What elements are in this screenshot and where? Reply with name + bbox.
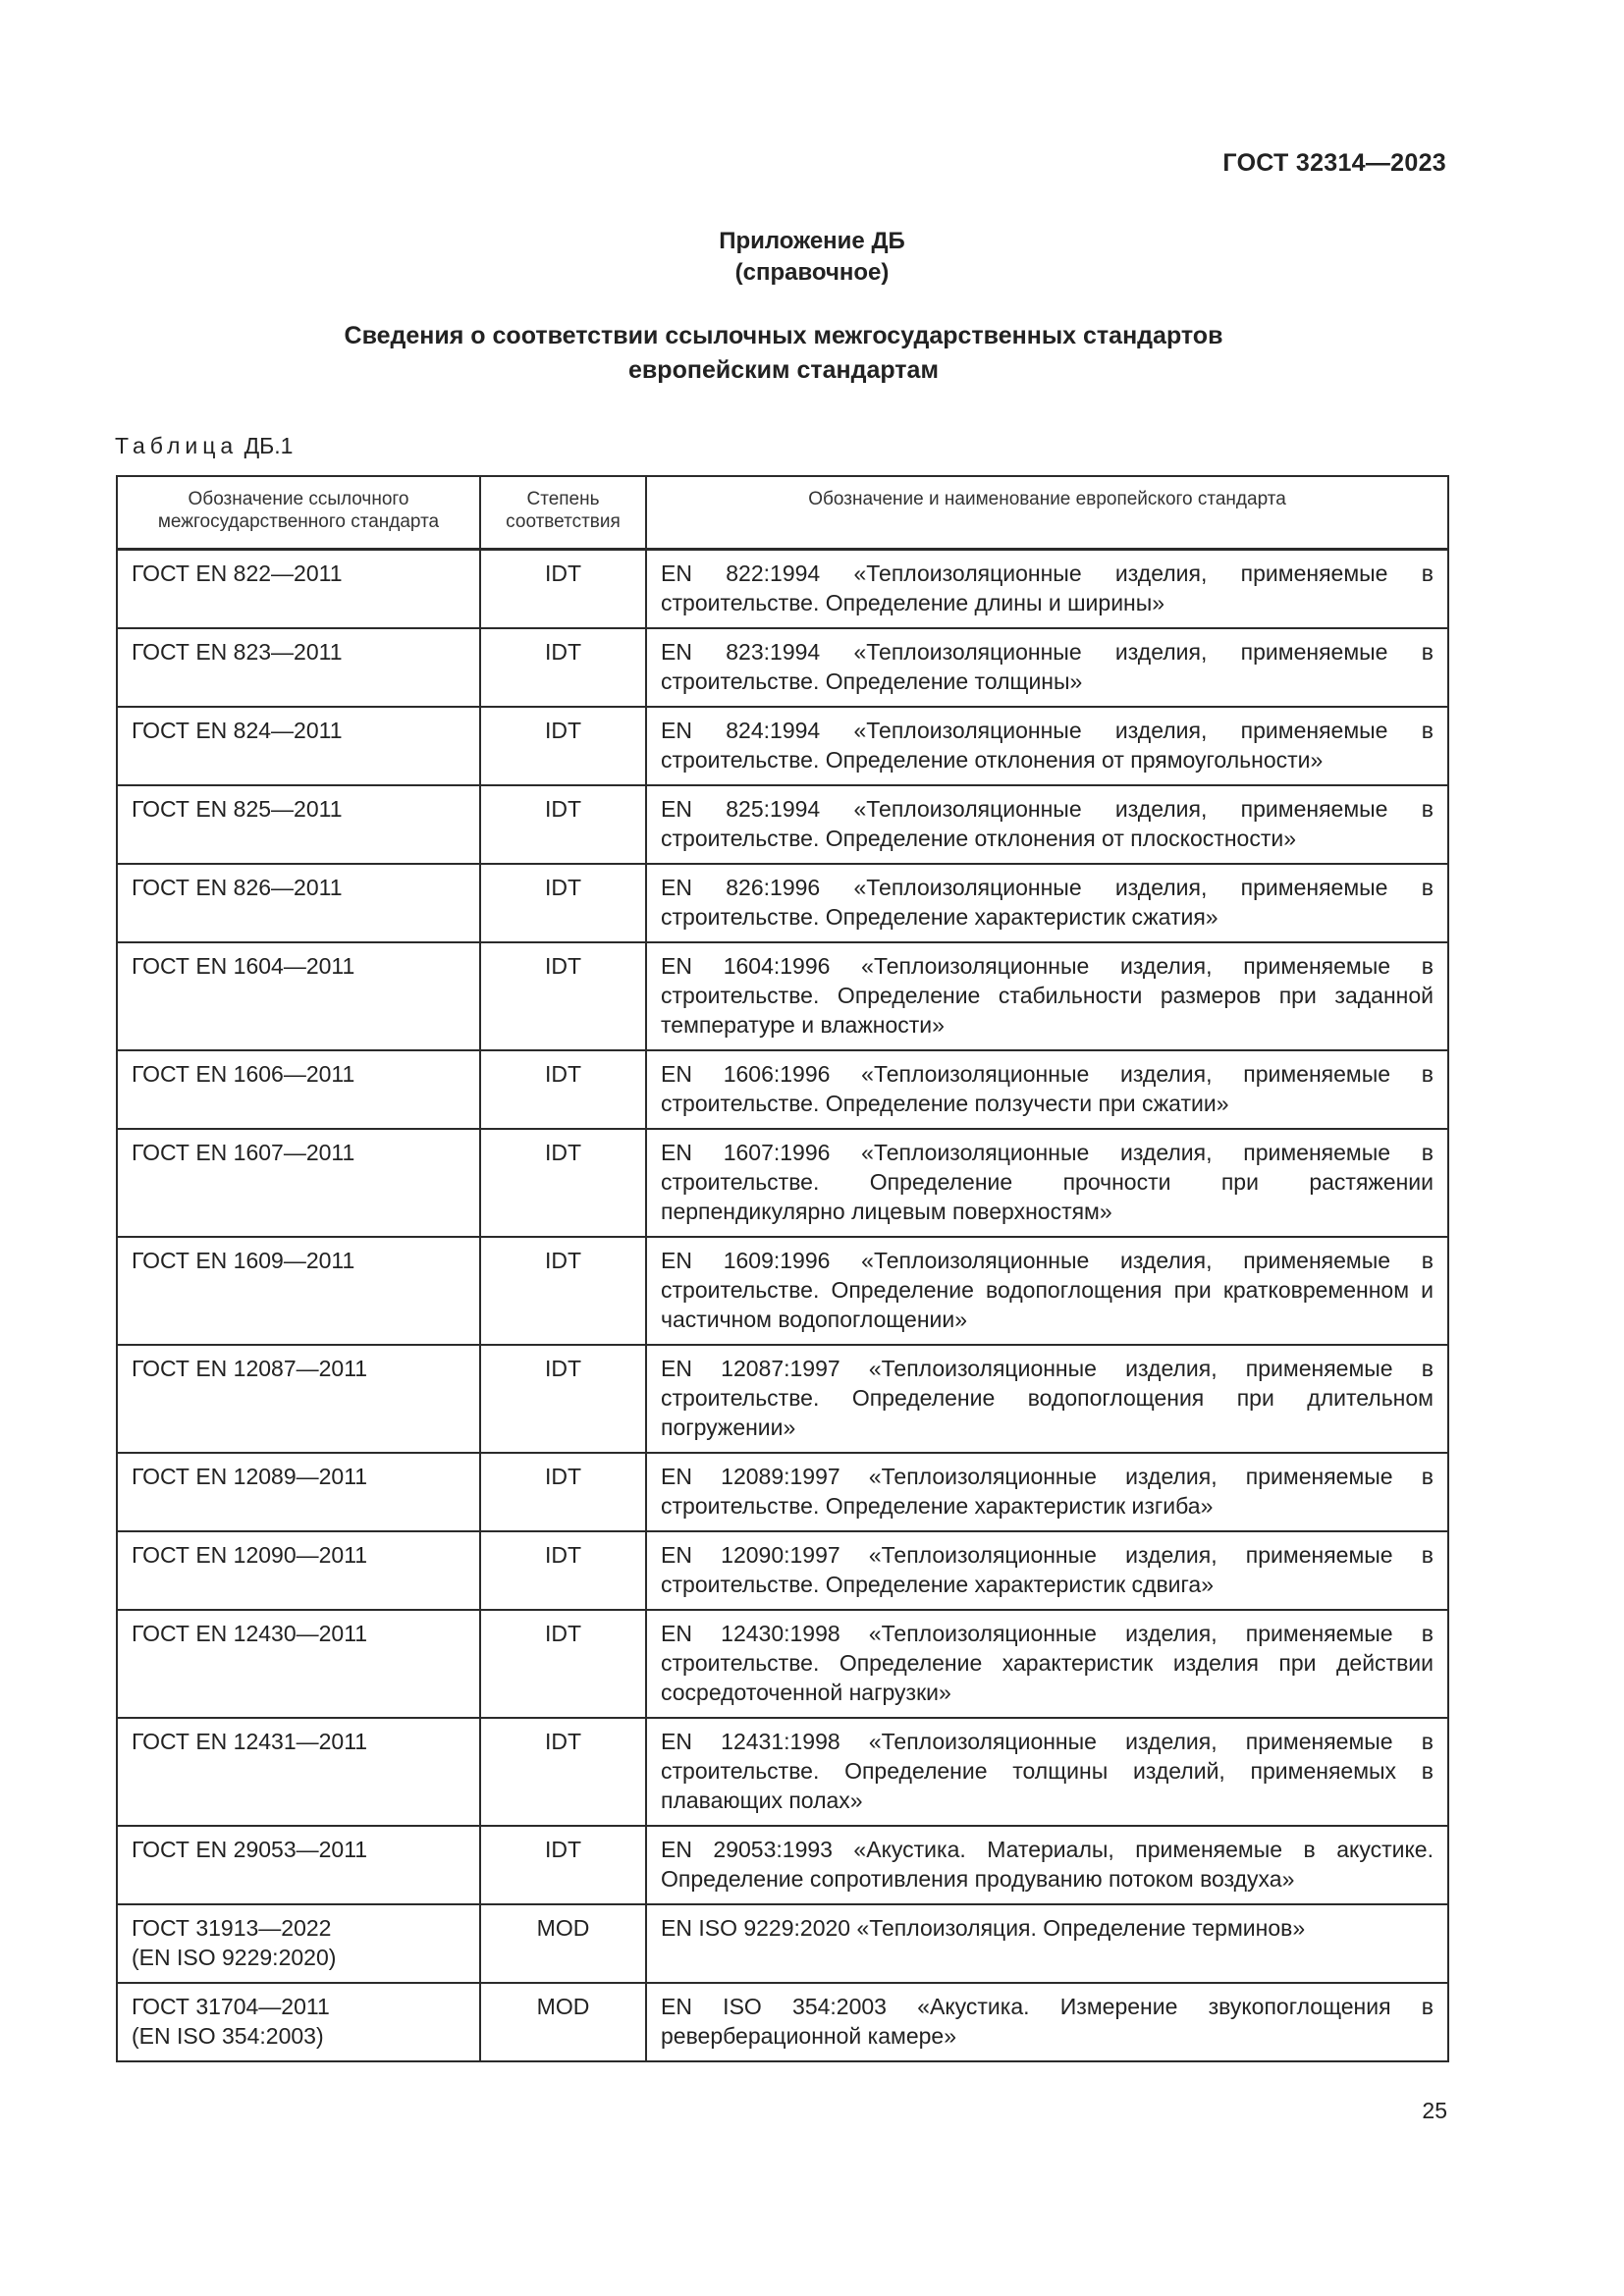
column-header-european-standard: Обозначение и наименование европейского стандарта [646, 476, 1448, 549]
table-row [117, 1610, 1448, 1718]
cell-reference-standard: ГОСТ EN 12431—2011 [117, 1718, 480, 1826]
cell-reference-standard: ГОСТ EN 1604—2011 [117, 942, 480, 1050]
table-row [117, 1904, 1448, 1983]
cell-reference-standard: ГОСТ EN 29053—2011 [117, 1826, 480, 1904]
cell-european-standard: EN 12430:1998 «Теплоизоляционные изделия, применяемые в строительстве. Определение характеристик изделия при действии сосредоточенной нагрузки» [646, 1610, 1448, 1718]
table-body [117, 549, 1448, 2061]
cell-european-standard: EN 1607:1996 «Теплоизоляционные изделия, применяемые в строительстве. Определение прочности при растяжении перпендикулярно лицевым поверхностям» [646, 1129, 1448, 1237]
appendix-type: (справочное) [734, 259, 890, 286]
cell-degree: IDT [480, 942, 646, 1050]
page-number: 25 [1422, 2098, 1447, 2123]
cell-european-standard: EN 825:1994 «Теплоизоляционные изделия, применяемые в строительстве. Определение отклонения от плоскостности» [646, 785, 1448, 864]
cell-degree: IDT [480, 1237, 646, 1345]
cell-european-standard: EN 822:1994 «Теплоизоляционные изделия, применяемые в строительстве. Определение длины и ширины» [646, 549, 1448, 628]
table-row [117, 942, 1448, 1050]
cell-reference-standard: ГОСТ EN 1609—2011 [117, 1237, 480, 1345]
cell-reference-standard: ГОСТ EN 1606—2011 [117, 1050, 480, 1129]
cell-reference-standard: ГОСТ EN 824—2011 [117, 707, 480, 785]
cell-degree: IDT [480, 707, 646, 785]
cell-reference-standard: ГОСТ EN 826—2011 [117, 864, 480, 942]
cell-european-standard: EN 1604:1996 «Теплоизоляционные изделия, применяемые в строительстве. Определение стабильности размеров при заданной температуре и влажности» [646, 942, 1448, 1050]
table-row [117, 707, 1448, 785]
cell-european-standard: EN ISO 354:2003 «Акустика. Измерение звукопоглощения в реверберационной камере» [646, 1983, 1448, 2061]
table-row [117, 1345, 1448, 1453]
cell-reference-standard: ГОСТ EN 12089—2011 [117, 1453, 480, 1531]
table-caption-word: Таблица [115, 433, 239, 458]
cell-reference-standard: ГОСТ EN 12087—2011 [117, 1345, 480, 1453]
cell-european-standard: EN 823:1994 «Теплоизоляционные изделия, применяемые в строительстве. Определение толщины» [646, 628, 1448, 707]
cell-degree: IDT [480, 1826, 646, 1904]
column-header-degree: Степень соответствия [480, 476, 646, 549]
cell-reference-standard: ГОСТ 31704—2011 (EN ISO 354:2003) [117, 1983, 480, 2061]
appendix-heading-line-2: европейским стандартам [628, 356, 939, 384]
cell-degree: IDT [480, 1129, 646, 1237]
table-row [117, 785, 1448, 864]
appendix-title: Приложение ДБ [719, 228, 905, 254]
cell-degree: IDT [480, 1610, 646, 1718]
table-header-row [117, 476, 1448, 549]
cell-degree: IDT [480, 1531, 646, 1610]
cell-european-standard: EN 12431:1998 «Теплоизоляционные изделия, применяемые в строительстве. Определение толщины изделий, применяемых в плавающих полах» [646, 1718, 1448, 1826]
table-row [117, 1129, 1448, 1237]
cell-european-standard: EN ISO 9229:2020 «Теплоизоляция. Определение терминов» [646, 1904, 1448, 1983]
column-header-reference-standard: Обозначение ссылочного межгосударственного стандарта [117, 476, 480, 549]
cell-degree: IDT [480, 1718, 646, 1826]
table-row [117, 1453, 1448, 1531]
table-row [117, 628, 1448, 707]
cell-degree: IDT [480, 1345, 646, 1453]
cell-european-standard: EN 1609:1996 «Теплоизоляционные изделия, применяемые в строительстве. Определение водопоглощения при кратковременном и частичном водопоглощении» [646, 1237, 1448, 1345]
cell-reference-standard: ГОСТ EN 822—2011 [117, 549, 480, 628]
table-row [117, 1237, 1448, 1345]
table-row [117, 1531, 1448, 1610]
cell-reference-standard: ГОСТ EN 825—2011 [117, 785, 480, 864]
cell-reference-standard: ГОСТ EN 12090—2011 [117, 1531, 480, 1610]
cell-reference-standard: ГОСТ EN 1607—2011 [117, 1129, 480, 1237]
cell-european-standard: EN 12089:1997 «Теплоизоляционные изделия, применяемые в строительстве. Определение характеристик изгиба» [646, 1453, 1448, 1531]
table-caption [115, 433, 293, 459]
standards-table [116, 475, 1449, 2062]
table-row [117, 1718, 1448, 1826]
cell-degree: MOD [480, 1904, 646, 1983]
cell-degree: MOD [480, 1983, 646, 2061]
cell-european-standard: EN 12090:1997 «Теплоизоляционные изделия, применяемые в строительстве. Определение характеристик сдвига» [646, 1531, 1448, 1610]
cell-degree: IDT [480, 864, 646, 942]
cell-degree: IDT [480, 628, 646, 707]
document-code: ГОСТ 32314—2023 [1222, 149, 1446, 177]
table-row [117, 549, 1448, 628]
cell-degree: IDT [480, 785, 646, 864]
cell-european-standard: EN 824:1994 «Теплоизоляционные изделия, применяемые в строительстве. Определение отклонения от прямоугольности» [646, 707, 1448, 785]
appendix-heading-line-1: Сведения о соответствии ссылочных межгосударственных стандартов [344, 322, 1223, 349]
table-row [117, 1826, 1448, 1904]
table-row [117, 1050, 1448, 1129]
cell-degree: IDT [480, 549, 646, 628]
cell-reference-standard: ГОСТ EN 12430—2011 [117, 1610, 480, 1718]
cell-european-standard: EN 826:1996 «Теплоизоляционные изделия, применяемые в строительстве. Определение характеристик сжатия» [646, 864, 1448, 942]
cell-degree: IDT [480, 1050, 646, 1129]
table-caption-number: ДБ.1 [244, 433, 294, 458]
cell-european-standard: EN 12087:1997 «Теплоизоляционные изделия, применяемые в строительстве. Определение водопоглощения при длительном погружении» [646, 1345, 1448, 1453]
table-row [117, 1983, 1448, 2061]
table-row [117, 864, 1448, 942]
cell-degree: IDT [480, 1453, 646, 1531]
cell-european-standard: EN 29053:1993 «Акустика. Материалы, применяемые в акустике. Определение сопротивления продуванию потоком воздуха» [646, 1826, 1448, 1904]
cell-european-standard: EN 1606:1996 «Теплоизоляционные изделия, применяемые в строительстве. Определение ползучести при сжатии» [646, 1050, 1448, 1129]
cell-reference-standard: ГОСТ EN 823—2011 [117, 628, 480, 707]
cell-reference-standard: ГОСТ 31913—2022 (EN ISO 9229:2020) [117, 1904, 480, 1983]
